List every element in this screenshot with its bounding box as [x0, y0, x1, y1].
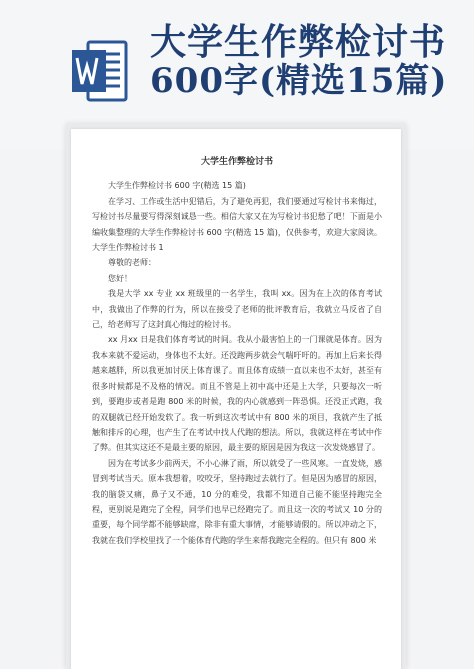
document-title: 大学生作弊检讨书	[200, 157, 273, 167]
intro-paragraph: 在学习、工作或生活中犯错后，为了避免再犯，我们要通过写检讨书来悔过，写检讨书尽量要写得深刻诚恳一些。相信大家又在为写检讨书犯愁了吧！下面是小编收集整理的大学生作弊检讨书 600 字(精选 15 篇)，仅供参考，欢迎大家阅读。	[92, 196, 382, 237]
section-heading: 大学生作弊检讨书 1	[92, 243, 164, 253]
body-paragraph: 我是大学 xx 专业 xx 班级里的一名学生，我叫 xx。因为在上次的体育考试中，我做出了作弊的行为，所以在接受了老师的批评教育后，我就立马反省了自己，给老师写了这封真心悔过的检讨书。	[92, 289, 382, 330]
document-content	[92, 155, 382, 548]
word-icon	[70, 38, 128, 104]
banner-title-line1: 大学生作弊检讨书	[150, 21, 447, 63]
banner-title	[150, 21, 470, 101]
body-paragraph: 因为在考试多少前两天，不小心淋了雨，所以就受了一些风寒。一直发烧，感冒到考试当天。原本我想着，咬咬牙，坚持跑过去就行了。但是因为感冒的原因，我的脑袋又痛，鼻子又不通，10 分的难受，我都不知道自己能不能坚持跑完全程，更别说是跑完了全程，同学们也早已经跑完了。而且这一次的考试又 10 分的重要，每个同学都不能够缺席，除非有重大事情，才能够请假的。所以冲动之下，我就在我们学校里找了一个能体育代跑的学生来帮我跑完全程的。但只有 800 米	[92, 458, 382, 545]
greeting-line: 尊敬的老师：	[108, 258, 156, 268]
body-paragraph: xx 月xx 日是我们体育考试的时间。我从小最害怕上的一门课就是体育。因为我本来就不爱运动，身体也不太好。还没跑两步就会气喘吁吁的。再加上后来长得越来越胖，所以我更加讨厌上体育课了。而且体育成绩一直以来也不太好，甚至有很多时候都是不及格的情况。而且不管是上初中高中还是上大学，只要每次一听到，要跑步或者是跑 800 米的时候，我的内心就感到一阵恐惧。还没正式跑，我的双腿就已经开始发软了。我一听到这次考试中有 800 米的项目，我就产生了抵触和排斥的心理，也产生了在考试中找人代跑的想法。所以，我就这样在考试中作了弊。但其实这还不是最主要的原因，最主要的原因是因为我这一次发烧感冒了。	[92, 335, 382, 453]
banner-title-line2: 600字(精选15篇)	[150, 61, 448, 101]
document-subtitle: 大学生作弊检讨书 600 字(精选 15 篇)	[108, 181, 246, 191]
greeting-line: 您好！	[108, 273, 132, 283]
